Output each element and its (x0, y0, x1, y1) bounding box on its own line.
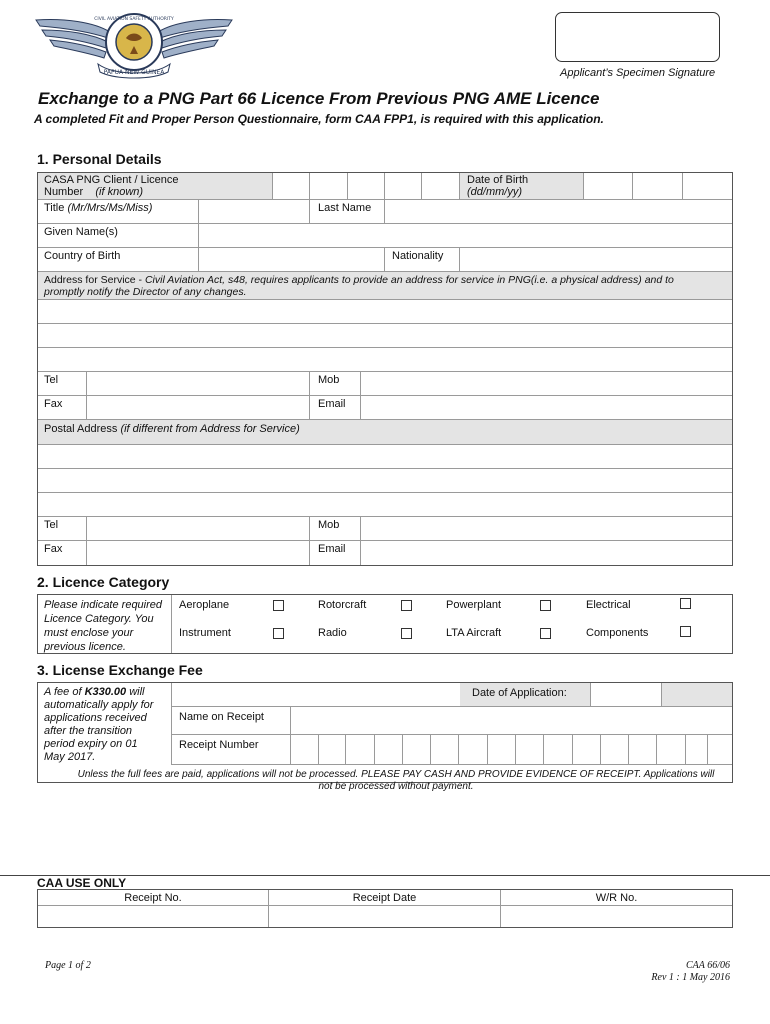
tel-label: Tel (44, 374, 59, 386)
category-lta-aircraft-checkbox[interactable] (540, 628, 551, 639)
category-powerplant-checkbox[interactable] (540, 600, 551, 611)
email-label: Email (318, 398, 346, 410)
client-number-box-2[interactable] (310, 173, 348, 200)
postal-line-3[interactable] (38, 493, 732, 517)
title-label: Title (Mr/Mrs/Ms/Miss) (44, 202, 153, 214)
dob-year-box[interactable] (683, 173, 732, 200)
address-for-service-label: Address for Service - Civil Aviation Act, s48, requires applicants to provide an address for service in PNG(i.e. a physical address) and to promptly notify the Director of any changes. (44, 274, 674, 298)
client-number-box-4[interactable] (385, 173, 422, 200)
receipt-number-box-1[interactable] (291, 735, 319, 765)
category-radio-checkbox[interactable] (401, 628, 412, 639)
category-electrical-label: Electrical (586, 599, 631, 611)
receipt-number-box-14[interactable] (657, 735, 686, 765)
dob-label: Date of Birth (dd/mm/yy) (467, 174, 529, 198)
receipt-number-box-12[interactable] (601, 735, 629, 765)
postal-line-2[interactable] (38, 469, 732, 493)
category-rotorcraft-checkbox[interactable] (401, 600, 412, 611)
caa-receipt-no-field[interactable] (38, 906, 268, 927)
title-field[interactable] (199, 200, 310, 224)
dob-month-box[interactable] (633, 173, 683, 200)
category-instrument-checkbox[interactable] (273, 628, 284, 639)
address-line-2[interactable] (38, 324, 732, 348)
category-aeroplane-checkbox[interactable] (273, 600, 284, 611)
tel-field[interactable] (87, 372, 310, 396)
logo-ring-top-text: CIVIL AVIATION SAFETY AUTHORITY (94, 17, 174, 22)
category-instrument-label: Instrument (179, 627, 231, 639)
form-revision: Rev 1 : 1 May 2016 (651, 972, 730, 983)
date-of-application-field[interactable] (591, 683, 662, 707)
postal-fax-field[interactable] (87, 541, 310, 565)
client-number-box-3[interactable] (348, 173, 385, 200)
receipt-number-box-15[interactable] (686, 735, 708, 765)
receipt-number-box-8[interactable] (488, 735, 516, 765)
address-line-3[interactable] (38, 348, 732, 372)
receipt-number-box-6[interactable] (431, 735, 459, 765)
postal-fax-label: Fax (44, 543, 63, 555)
category-lta-aircraft-label: LTA Aircraft (446, 627, 502, 639)
category-components-checkbox[interactable] (680, 626, 691, 637)
receipt-number-box-5[interactable] (403, 735, 431, 765)
receipt-number-box-4[interactable] (375, 735, 403, 765)
mob-label: Mob (318, 374, 340, 386)
caa-receipt-no-label: Receipt No. (124, 892, 182, 904)
last-name-field[interactable] (385, 200, 732, 224)
section3-heading: 3. License Exchange Fee (37, 662, 203, 678)
given-names-label: Given Name(s) (44, 226, 118, 238)
signature-caption: Applicant’s Specimen Signature (560, 67, 716, 79)
country-of-birth-field[interactable] (199, 248, 385, 272)
date-of-application-field-2[interactable] (662, 683, 732, 707)
fee-blank-cell (172, 683, 460, 707)
category-aeroplane-label: Aeroplane (179, 599, 230, 611)
form-title: Exchange to a PNG Part 66 Licence From Previous PNG AME Licence (38, 89, 600, 108)
name-on-receipt-field[interactable] (291, 707, 732, 735)
form-code: CAA 66/06 (686, 960, 730, 971)
category-radio-label: Radio (318, 627, 347, 639)
receipt-number-box-16[interactable] (708, 735, 732, 765)
section1-heading: 1. Personal Details (37, 151, 162, 167)
client-number-label: CASA PNG Client / Licence Number (if known) (44, 174, 179, 198)
casa-png-logo (34, 8, 234, 80)
caa-use-only-heading: CAA USE ONLY (37, 876, 127, 890)
section2-heading: 2. Licence Category (37, 574, 170, 590)
category-powerplant-label: Powerplant (446, 599, 502, 611)
page-number: Page 1 of 2 (45, 960, 91, 971)
given-names-field[interactable] (199, 224, 732, 248)
country-of-birth-label: Country of Birth (44, 250, 121, 262)
receipt-number-box-11[interactable] (573, 735, 601, 765)
postal-email-label: Email (318, 543, 346, 555)
receipt-number-box-13[interactable] (629, 735, 657, 765)
mob-field[interactable] (361, 372, 732, 396)
caa-wr-no-field[interactable] (501, 906, 732, 927)
nationality-field[interactable] (460, 248, 732, 272)
receipt-number-box-10[interactable] (544, 735, 573, 765)
address-line-1[interactable] (38, 300, 732, 324)
client-number-box-5[interactable] (422, 173, 460, 200)
receipt-number-box-7[interactable] (459, 735, 488, 765)
name-on-receipt-label: Name on Receipt (179, 711, 264, 723)
logo-ring-bottom-text: PAPUA NEW GUINEA (103, 69, 165, 76)
last-name-label: Last Name (318, 202, 372, 214)
postal-line-1[interactable] (38, 445, 732, 469)
form-subtitle: A completed Fit and Proper Person Questionnaire, form CAA FPP1, is required with this application. (34, 112, 604, 126)
caa-wr-no-label: W/R No. (595, 892, 638, 904)
licence-category-note: Please indicate required Licence Category. You must enclose your previous licence. (44, 599, 163, 653)
fee-note: A fee of K330.00 will automatically apply for applications received after the transition period expiry on 01 May 2017. (44, 686, 154, 763)
postal-address-label: Postal Address (if different from Address for Service) (44, 423, 300, 435)
specimen-signature-box[interactable] (555, 12, 720, 62)
postal-mob-label: Mob (318, 519, 340, 531)
receipt-number-box-9[interactable] (516, 735, 544, 765)
caa-receipt-date-label: Receipt Date (352, 892, 417, 904)
client-number-box-1[interactable] (273, 173, 310, 200)
date-of-application-label: Date of Application: (472, 687, 567, 699)
email-field[interactable] (361, 396, 732, 420)
fax-label: Fax (44, 398, 63, 410)
caa-receipt-date-field[interactable] (269, 906, 500, 927)
payment-warning: Unless the full fees are paid, applications will not be processed. PLEASE PAY CASH AND PROVIDE EVIDENCE OF RECEIPT. Applications will not be processed without payment. (77, 769, 715, 792)
postal-tel-field[interactable] (87, 517, 310, 541)
postal-email-field[interactable] (361, 541, 732, 565)
nationality-label: Nationality (392, 250, 444, 262)
category-electrical-checkbox[interactable] (680, 598, 691, 609)
fax-field[interactable] (87, 396, 310, 420)
postal-tel-label: Tel (44, 519, 59, 531)
category-components-label: Components (586, 627, 649, 639)
receipt-number-box-3[interactable] (346, 735, 375, 765)
category-rotorcraft-label: Rotorcraft (318, 599, 367, 611)
postal-mob-field[interactable] (361, 517, 732, 541)
receipt-number-box-2[interactable] (319, 735, 346, 765)
receipt-number-label: Receipt Number (179, 739, 259, 751)
dob-day-box[interactable] (584, 173, 633, 200)
